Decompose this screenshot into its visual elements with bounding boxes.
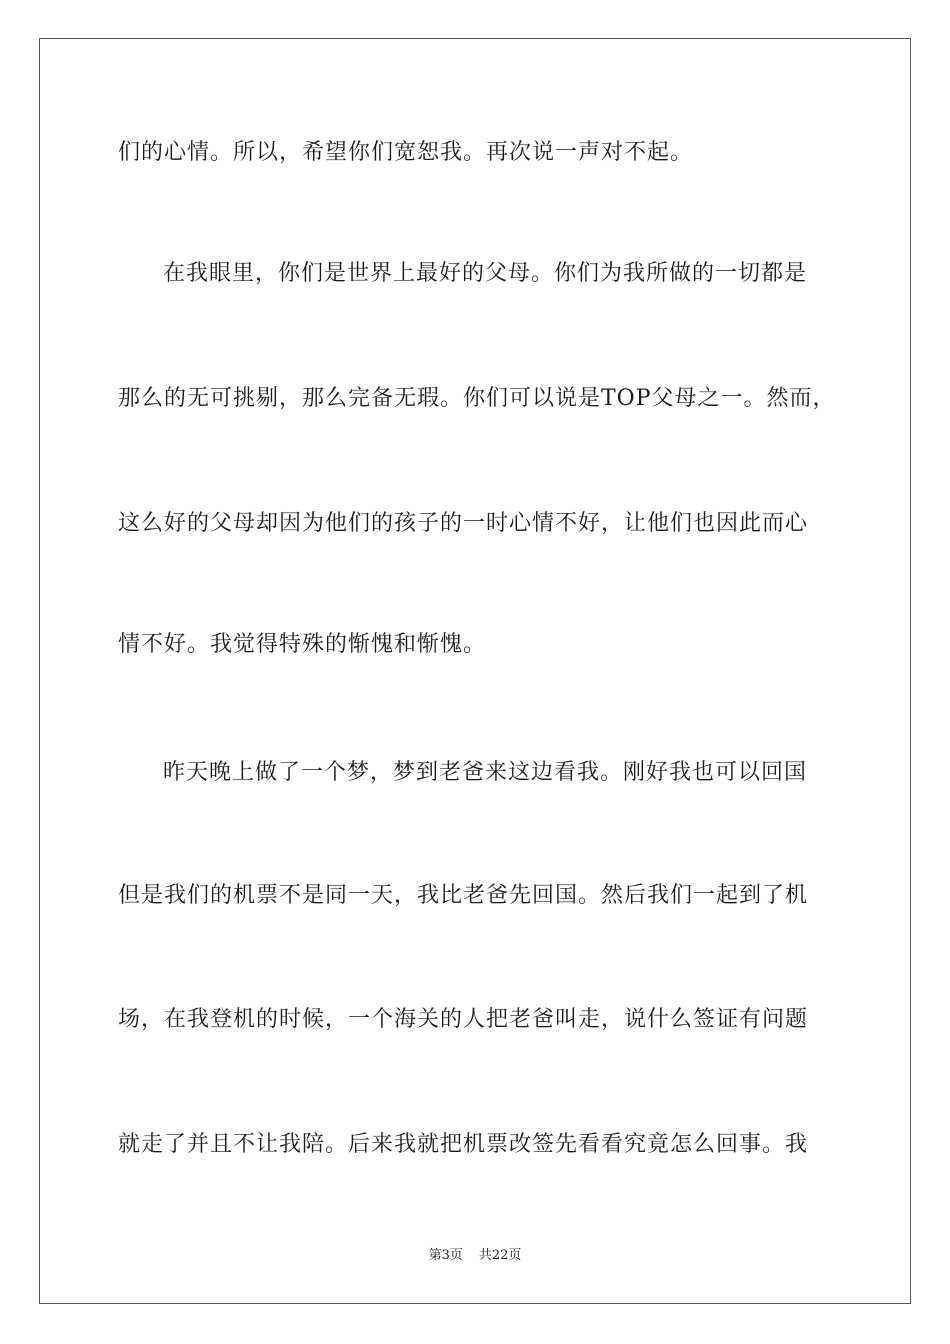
- paragraph-3-line-3: 场，在我登机的时候，一个海关的人把老爸叫走，说什么签证有问题: [118, 1007, 809, 1032]
- page-footer: [0, 1247, 950, 1265]
- paragraph-2-line-4: 情不好。我觉得特殊的惭愧和惭愧。: [118, 632, 487, 657]
- paragraph-1-line-1: 们的心情。所以，希望你们宽恕我。再次说一声对不起。: [118, 140, 694, 165]
- paragraph-2-line-1: 在我眼里，你们是世界上最好的父母。你们为我所做的一切都是: [163, 261, 808, 286]
- paragraph-3-line-2: 但是我们的机票不是同一天，我比老爸先回国。然后我们一起到了机: [118, 883, 809, 908]
- paragraph-2-line-2: 那么的无可挑剔，那么完备无瑕。你们可以说是TOP父母之一。然而，: [118, 386, 836, 411]
- page-total: 共22页: [478, 1248, 522, 1263]
- paragraph-2-line-3: 这么好的父母却因为他们的孩子的一时心情不好，让他们也因此而心: [118, 511, 809, 536]
- page-border: [39, 38, 911, 1304]
- paragraph-3-line-1: 昨天晚上做了一个梦，梦到老爸来这边看我。刚好我也可以回国: [163, 760, 808, 785]
- page-number: 第3页: [428, 1248, 463, 1263]
- paragraph-3-line-4: 就走了并且不让我陪。后来我就把机票改签先看看究竟怎么回事。我: [118, 1132, 809, 1157]
